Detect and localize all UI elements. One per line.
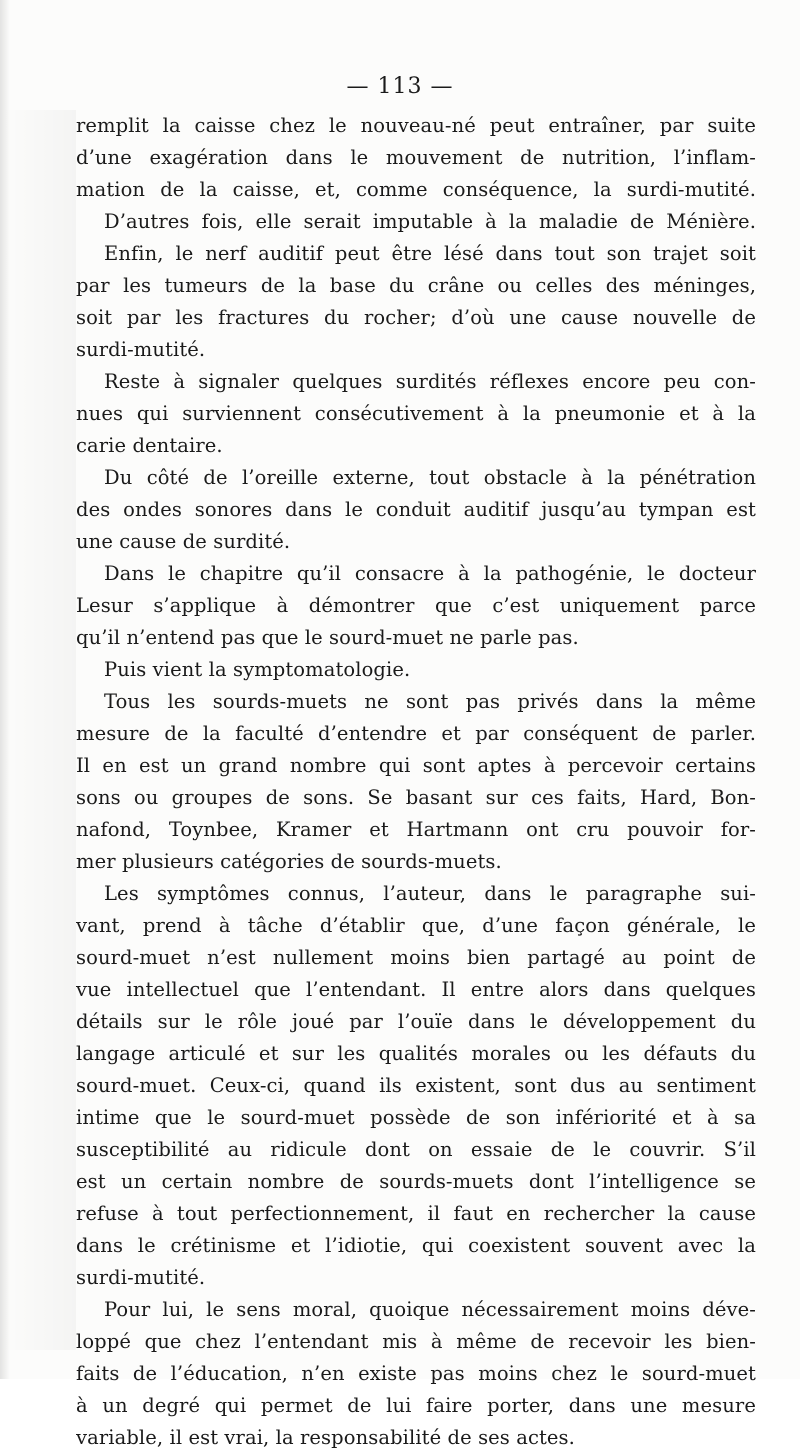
text-line: dans le crétinisme et l’idiotie, qui coexistent souvent avec la <box>76 1234 756 1257</box>
text-line: loppé que chez l’entendant mis à même de recevoir les bien- <box>76 1330 756 1353</box>
text-line: carie dentaire. <box>76 434 223 457</box>
text-line: refuse à tout perfectionnement, il faut en rechercher la cause <box>76 1202 756 1225</box>
text-line: sourd-muet. Ceux-ci, quand ils existent, sont dus au sentiment <box>76 1074 756 1097</box>
page-number: — 113 — <box>346 74 454 99</box>
text-line: Enfin, le nerf auditif peut être lésé dans tout son trajet soit <box>104 242 756 265</box>
text-line: Dans le chapitre qu’il consacre à la pathogénie, le docteur <box>104 562 756 585</box>
text-line: Reste à signaler quelques surdités réflexes encore peu con- <box>104 370 756 393</box>
margin-bleed-through <box>0 110 76 1350</box>
text-line: qu’il n’entend pas que le sourd-muet ne parle pas. <box>76 626 579 649</box>
text-line: vant, prend à tâche d’établir que, d’une façon générale, le <box>76 914 756 937</box>
text-line: D’autres fois, elle serait imputable à la maladie de Ménière. <box>104 210 756 233</box>
text-line: faits de l’éducation, n’en existe pas moins chez le sourd-muet <box>76 1362 756 1385</box>
text-line: mer plusieurs catégories de sourds-muets. <box>76 850 502 873</box>
text-line: d’une exagération dans le mouvement de nutrition, l’inflam- <box>76 146 756 169</box>
text-line: surdi-mutité. <box>76 338 206 361</box>
text-line: Du côté de l’oreille externe, tout obstacle à la pénétration <box>104 466 756 489</box>
text-line: détails sur le rôle joué par l’ouïe dans le développement du <box>76 1010 756 1033</box>
text-line: intime que le sourd-muet possède de son infériorité et à sa <box>76 1106 756 1129</box>
body-text <box>76 110 756 1454</box>
text-line: une cause de surdité. <box>76 530 291 553</box>
text-line: est un certain nombre de sourds-muets dont l’intelligence se <box>76 1170 756 1193</box>
text-line: variable, il est vrai, la responsabilité de ses actes. <box>76 1426 575 1449</box>
text-line: Pour lui, le sens moral, quoique nécessairement moins déve- <box>104 1298 756 1321</box>
text-line: nafond, Toynbee, Kramer et Hartmann ont cru pouvoir for- <box>76 818 756 841</box>
text-line: vue intellectuel que l’entendant. Il entre alors dans quelques <box>76 978 756 1001</box>
text-line: surdi-mutité. <box>76 1266 206 1289</box>
text-line: des ondes sonores dans le conduit auditif jusqu’au tympan est <box>76 498 756 521</box>
text-line: remplit la caisse chez le nouveau-né peut entraîner, par suite <box>76 114 756 137</box>
text-line: soit par les fractures du rocher; d’où une cause nouvelle de <box>76 306 756 329</box>
text-line: à un degré qui permet de lui faire porter, dans une mesure <box>76 1394 756 1417</box>
text-line: Tous les sourds-muets ne sont pas privés dans la même <box>104 690 756 713</box>
text-line: nues qui surviennent consécutivement à la pneumonie et à la <box>76 402 756 425</box>
text-line: sons ou groupes de sons. Se basant sur ces faits, Hard, Bon- <box>76 786 756 809</box>
text-line: sourd-muet n’est nullement moins bien partagé au point de <box>76 946 756 969</box>
text-line: Il en est un grand nombre qui sont aptes à percevoir certains <box>76 754 756 777</box>
text-line: par les tumeurs de la base du crâne ou celles des méninges, <box>76 274 756 297</box>
text-line: susceptibilité au ridicule dont on essaie de le couvrir. S’il <box>76 1138 756 1161</box>
text-line: mesure de la faculté d’entendre et par conséquent de parler. <box>76 722 756 745</box>
text-line: Puis vient la symptomatologie. <box>104 658 411 681</box>
text-line: Lesur s’applique à démontrer que c’est uniquement parce <box>76 594 756 617</box>
text-line: Les symptômes connus, l’auteur, dans le paragraphe sui- <box>104 882 756 905</box>
text-line: mation de la caisse, et, comme conséquence, la surdi-mutité. <box>76 178 756 201</box>
text-line: langage articulé et sur les qualités morales ou les défauts du <box>76 1042 756 1065</box>
